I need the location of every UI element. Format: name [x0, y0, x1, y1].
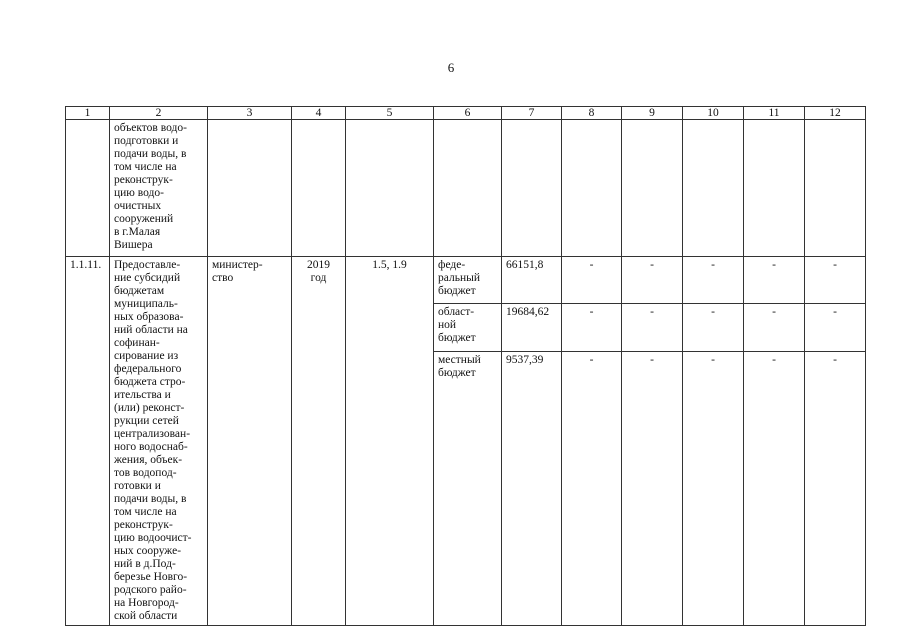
cell-later: - — [622, 352, 683, 626]
column-header: 7 — [502, 107, 562, 120]
cell-later: - — [805, 257, 866, 304]
column-header: 6 — [434, 107, 502, 120]
cell-number — [66, 120, 110, 257]
cell-later — [562, 120, 622, 257]
column-header: 9 — [622, 107, 683, 120]
cell-later: - — [562, 304, 622, 352]
cell-later — [683, 120, 744, 257]
cell-later: - — [562, 257, 622, 304]
program-table — [65, 106, 866, 626]
column-header: 4 — [292, 107, 346, 120]
cell-later: - — [683, 352, 744, 626]
cell-source: местный бюджет — [434, 352, 502, 626]
cell-executor — [208, 120, 292, 257]
cell-later — [744, 120, 805, 257]
cell-later: - — [805, 304, 866, 352]
column-header: 5 — [346, 107, 434, 120]
table-row — [66, 120, 866, 257]
cell-number: 1.1.11. — [66, 257, 110, 626]
cell-year — [292, 120, 346, 257]
column-header: 1 — [66, 107, 110, 120]
column-header: 3 — [208, 107, 292, 120]
cell-later — [622, 120, 683, 257]
cell-amount: 66151,8 — [502, 257, 562, 304]
column-header: 8 — [562, 107, 622, 120]
column-header: 11 — [744, 107, 805, 120]
cell-source: област- ной бюджет — [434, 304, 502, 352]
cell-later: - — [622, 257, 683, 304]
column-header: 10 — [683, 107, 744, 120]
cell-executor: министер- ство — [208, 257, 292, 626]
cell-later: - — [744, 304, 805, 352]
cell-description: Предоставле- ние субсидий бюджетам муниципаль- ных образова- ний области на софинан- сирование из федерального бюджета стро- ительства и (или) реконст- рукции сетей централизован- ного водоснаб- жения, объек- тов водопод- готовки и подачи воды, в том числе на реконструк- цию водоочист- ных сооруже- ний в д.Под- березье Новго- родского райо- на Новгород- ской области — [110, 257, 208, 626]
cell-source — [434, 120, 502, 257]
cell-later: - — [805, 352, 866, 626]
cell-later: - — [562, 352, 622, 626]
table-row — [66, 257, 866, 304]
cell-amount — [502, 120, 562, 257]
cell-description: объектов водо- подготовки и подачи воды, в том числе на реконструк- цию водо- очистных сооружений в г.Малая Вишера — [110, 120, 208, 257]
cell-source: феде- ральный бюджет — [434, 257, 502, 304]
column-header: 2 — [110, 107, 208, 120]
cell-later — [805, 120, 866, 257]
cell-later: - — [744, 257, 805, 304]
cell-later: - — [683, 304, 744, 352]
cell-later: - — [622, 304, 683, 352]
cell-amount: 19684,62 — [502, 304, 562, 352]
cell-amount: 9537,39 — [502, 352, 562, 626]
cell-targets: 1.5, 1.9 — [346, 257, 434, 626]
cell-targets — [346, 120, 434, 257]
column-number-row — [66, 107, 866, 120]
cell-year: 2019 год — [292, 257, 346, 626]
cell-later: - — [683, 257, 744, 304]
column-header: 12 — [805, 107, 866, 120]
cell-later: - — [744, 352, 805, 626]
page-number: 6 — [447, 60, 455, 75]
